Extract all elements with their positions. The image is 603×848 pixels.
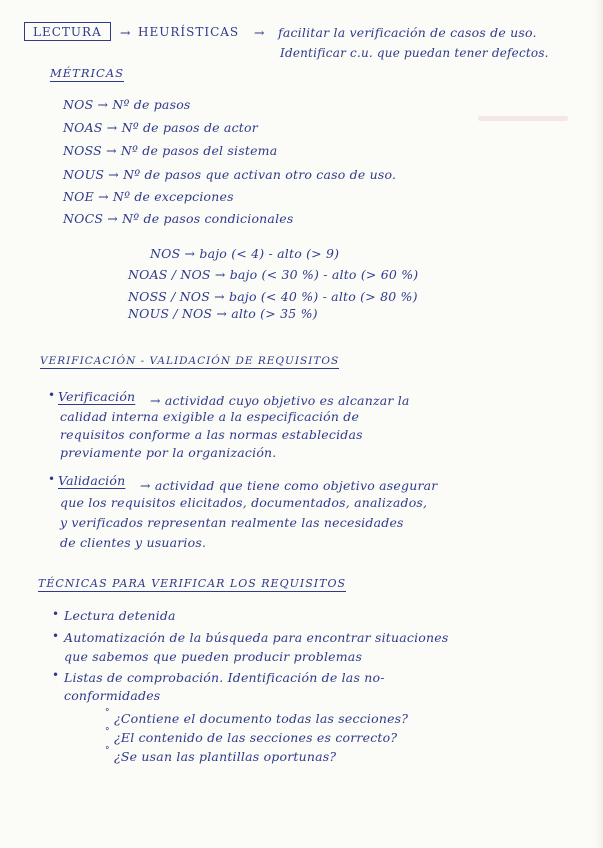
verificacion-line: → actividad cuyo objetivo es alcanzar la — [150, 393, 410, 408]
threshold-item: NOSS / NOS → bajo (< 40 %) - alto (> 80 %) — [128, 289, 418, 304]
metricas-heading: MÉTRICAS — [50, 66, 125, 80]
tecnica-item: Automatización de la búsqueda para encontrar situaciones — [64, 630, 449, 645]
checklist-question: ¿Se usan las plantillas oportunas? — [114, 749, 337, 764]
bullet-icon: • — [52, 629, 60, 643]
tecnica-item: que sabemos que pueden producir problemas — [64, 649, 363, 664]
lectura-box: LECTURA — [24, 22, 111, 41]
heuristicas-label: HEURÍSTICAS — [138, 25, 240, 39]
sub-bullet-icon: ° — [105, 708, 110, 718]
metric-item: NOUS → Nº de pasos que activan otro caso de uso. — [63, 167, 397, 182]
threshold-item: NOS → bajo (< 4) - alto (> 9) — [150, 246, 340, 261]
metric-item: NOE → Nº de excepciones — [63, 189, 234, 204]
validacion-line: y verificados representan realmente las necesidades — [60, 515, 404, 530]
bullet-icon: • — [48, 472, 56, 486]
threshold-item: NOUS / NOS → alto (> 35 %) — [128, 306, 318, 321]
validacion-line: → actividad que tiene como objetivo asegurar — [140, 478, 438, 493]
tecnica-item: Listas de comprobación. Identificación de las no- — [64, 670, 385, 685]
faint-mark — [478, 116, 568, 121]
tecnica-item: Lectura detenida — [64, 608, 176, 623]
verificacion-heading: VERIFICACIÓN - VALIDACIÓN DE REQUISITOS — [40, 355, 340, 367]
tecnicas-heading: TÉCNICAS PARA VERIFICAR LOS REQUISITOS — [38, 577, 346, 590]
bullet-icon: • — [52, 668, 60, 682]
arrow: → — [120, 25, 131, 40]
header-line-1: facilitar la verificación de casos de uso. — [278, 25, 537, 40]
page-edge-shadow — [595, 0, 603, 848]
verificacion-line: calidad interna exigible a la especificación de — [60, 409, 360, 424]
verificacion-term: Verificación — [58, 389, 136, 404]
checklist-question: ¿El contenido de las secciones es correcto? — [114, 730, 398, 745]
sub-bullet-icon: ° — [105, 746, 110, 756]
checklist-question: ¿Contiene el documento todas las secciones? — [114, 711, 409, 726]
metric-item: NOS → Nº de pasos — [63, 97, 191, 112]
tecnica-item: conformidades — [64, 688, 161, 703]
bullet-icon: • — [52, 607, 60, 621]
validacion-line: de clientes y usuarios. — [60, 535, 207, 550]
metric-item: NOAS → Nº de pasos de actor — [63, 120, 258, 135]
validacion-term: Validación — [58, 473, 126, 488]
metric-item: NOSS → Nº de pasos del sistema — [63, 143, 278, 158]
arrow: → — [254, 25, 265, 40]
bullet-icon: • — [48, 388, 56, 402]
threshold-item: NOAS / NOS → bajo (< 30 %) - alto (> 60 %) — [128, 267, 419, 282]
metric-item: NOCS → Nº de pasos condicionales — [63, 211, 294, 226]
sub-bullet-icon: ° — [105, 727, 110, 737]
verificacion-line: previamente por la organización. — [60, 445, 277, 460]
verificacion-line: requisitos conforme a las normas establecidas — [60, 427, 363, 442]
header-line-2: Identificar c.u. que puedan tener defectos. — [280, 46, 549, 60]
validacion-line: que los requisitos elicitados, documentados, analizados, — [60, 495, 428, 510]
